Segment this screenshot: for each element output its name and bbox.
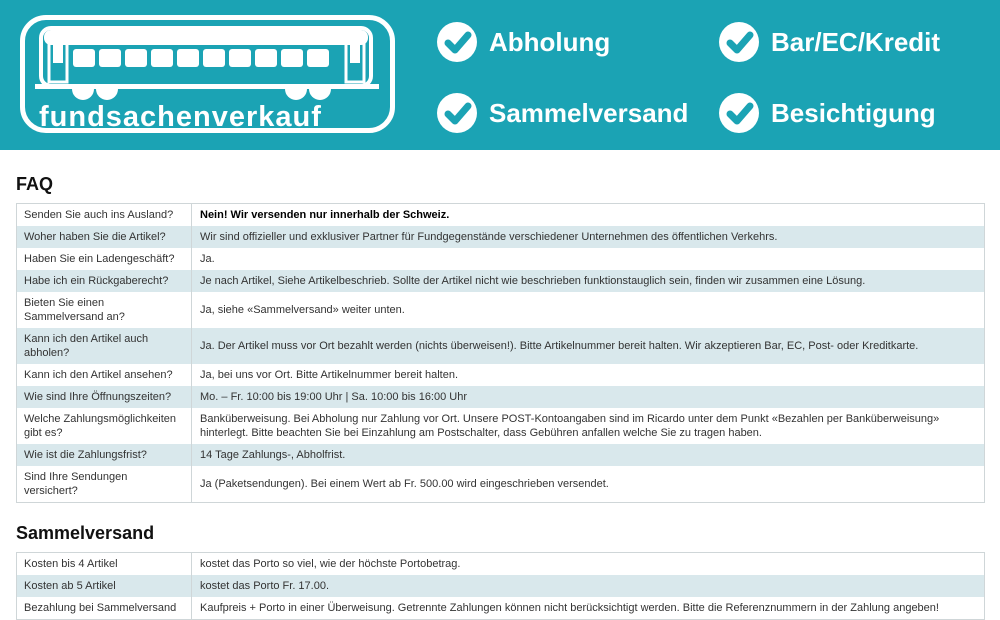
header-banner	[0, 0, 1000, 150]
question-cell: Habe ich ein Rückgaberecht?	[24, 275, 169, 287]
feature-abholung	[437, 22, 719, 62]
faq-table	[16, 203, 985, 503]
table-row	[17, 364, 985, 386]
answer-cell: kostet das Porto Fr. 17.00.	[192, 575, 985, 597]
feature-label: Bar/EC/Kredit	[771, 26, 941, 57]
check-icon	[719, 93, 759, 133]
question-cell: Kann ich den Artikel auch abholen?	[24, 333, 149, 359]
fundsachenverkauf-logo	[20, 15, 395, 133]
table-row	[17, 408, 985, 444]
answer-cell: Wir sind offizieller und exklusiver Partner für Fundgegenstände verschiedener Unternehmen des öffentlichen Verkehrs.	[192, 226, 985, 248]
table-row	[17, 444, 985, 466]
table-row	[17, 204, 985, 227]
feature-sammelversand	[437, 93, 719, 133]
table-row	[17, 553, 985, 576]
answer-cell: Je nach Artikel, Siehe Artikelbeschrieb. Sollte der Artikel nicht wie beschrieben funktionstauglich sein, finden wir zusammen eine Lösung.	[192, 270, 985, 292]
check-icon	[437, 93, 477, 133]
answer-cell: Mo. – Fr. 10:00 bis 19:00 Uhr | Sa. 10:00 bis 16:00 Uhr	[192, 386, 985, 408]
faq-heading: FAQ	[16, 174, 54, 194]
feature-label: Besichtigung	[771, 97, 936, 128]
answer-cell: Ja.	[192, 248, 985, 270]
table-row	[17, 270, 985, 292]
answer-cell: Ja. Der Artikel muss vor Ort bezahlt werden (nichts überweisen!). Bitte Artikelnummer bereit halten. Wir akzeptieren Bar, EC, Post- oder Kreditkarte.	[192, 328, 985, 364]
question-cell: Wie sind Ihre Öffnungszeiten?	[24, 391, 172, 403]
question-cell: Bieten Sie einen Sammelversand an?	[24, 297, 125, 323]
answer-cell: Ja, siehe «Sammelversand» weiter unten.	[192, 292, 985, 328]
sammelversand-heading: Sammelversand	[16, 523, 155, 543]
table-row	[17, 386, 985, 408]
answer-cell: Nein! Wir versenden nur innerhalb der Schweiz.	[192, 204, 985, 227]
table-row	[17, 575, 985, 597]
question-cell: Wie ist die Zahlungsfrist?	[24, 449, 147, 461]
question-cell: Kosten ab 5 Artikel	[24, 580, 116, 592]
question-cell: Kosten bis 4 Artikel	[24, 558, 118, 570]
question-cell: Woher haben Sie die Artikel?	[24, 231, 166, 243]
sammelversand-table	[16, 552, 985, 620]
table-row	[17, 248, 985, 270]
answer-cell: Ja (Paketsendungen). Bei einem Wert ab Fr. 500.00 wird eingeschrieben versendet.	[192, 466, 985, 503]
feature-list	[437, 22, 940, 133]
answer-cell: 14 Tage Zahlungs-, Abholfrist.	[192, 444, 985, 466]
question-cell: Welche Zahlungsmöglichkeiten gibt es?	[24, 413, 177, 439]
table-row	[17, 226, 985, 248]
check-icon	[719, 22, 759, 62]
feature-bar-ec-kredit	[719, 22, 940, 62]
answer-cell: kostet das Porto so viel, wie der höchste Portobetrag.	[192, 553, 985, 576]
answer-cell: Banküberweisung. Bei Abholung nur Zahlung vor Ort. Unsere POST-Kontoangaben sind im Ricardo unter dem Punkt «Bezahlen per Banküberweisung» hinterlegt. Bitte beachten Sie bei Einzahlung am Postschalter, dass Gebühren anfallen welche Sie zu tragen haben.	[192, 408, 985, 444]
question-cell: Haben Sie ein Ladengeschäft?	[24, 253, 175, 265]
logo-wordmark: fundsachenverkauf	[39, 101, 322, 133]
table-row	[17, 292, 985, 328]
table-row	[17, 466, 985, 503]
feature-besichtigung	[719, 93, 940, 133]
question-cell: Senden Sie auch ins Ausland?	[24, 209, 174, 221]
table-row	[17, 328, 985, 364]
feature-label: Abholung	[489, 26, 611, 57]
question-cell: Sind Ihre Sendungen versichert?	[24, 471, 128, 497]
answer-cell: Kaufpreis + Porto in einer Überweisung. Getrennte Zahlungen können nicht berücksichtigt werden. Bitte die Referenznummern in der Zahlung angeben!	[192, 597, 985, 620]
feature-label: Sammelversand	[489, 97, 689, 128]
table-row	[17, 597, 985, 620]
question-cell: Bezahlung bei Sammelversand	[24, 602, 177, 614]
answer-cell: Ja, bei uns vor Ort. Bitte Artikelnummer bereit halten.	[192, 364, 985, 386]
check-icon	[437, 22, 477, 62]
question-cell: Kann ich den Artikel ansehen?	[24, 369, 173, 381]
main-content	[0, 174, 1000, 620]
